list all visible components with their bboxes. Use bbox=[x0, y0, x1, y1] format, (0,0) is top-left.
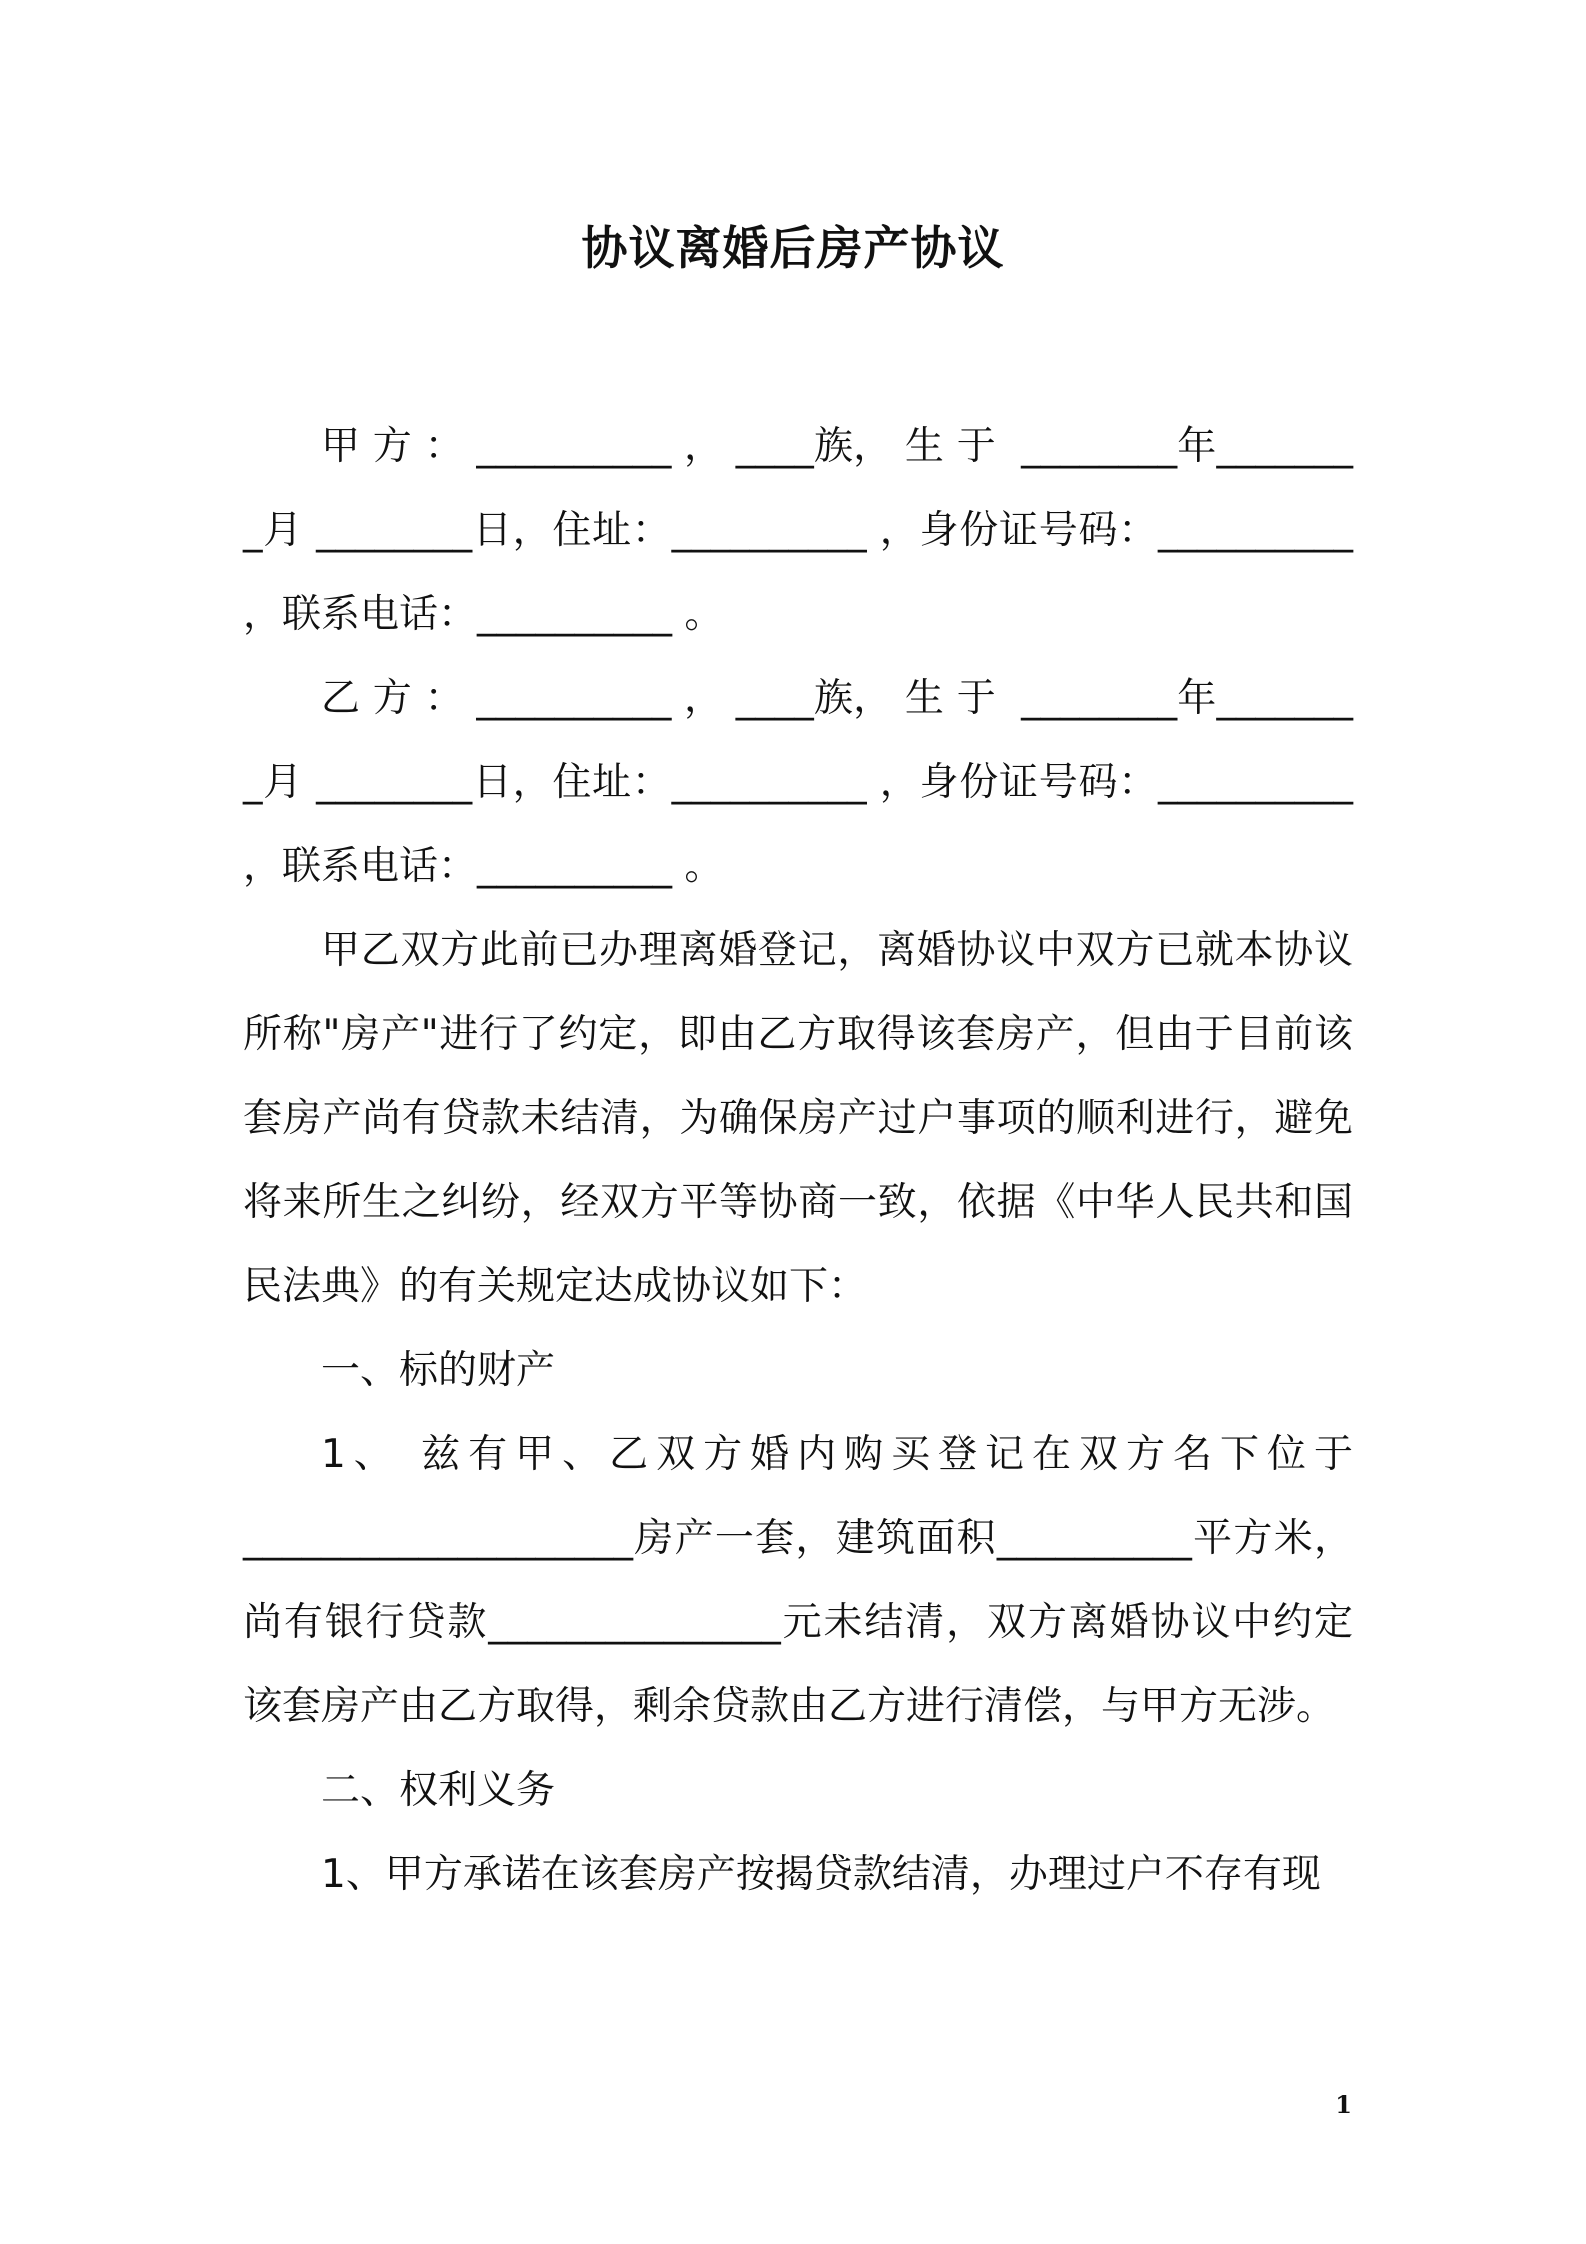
party-a-info: 甲 方 ： __________ ， ____族， 生 于 ________年________月 ________日，住址：__________ ，身份证号码：__________ ，联系电话：__________ 。 bbox=[243, 424, 1366, 637]
section-1-item-1: 1、 兹有甲、乙双方婚内购买登记在双方名下位于____________________房产一套，建筑面积__________平方米，尚有银行贷款_______________元未结清，双方离婚协议中约定该套房产由乙方取得，剩余贷款由乙方进行清偿，与甲方无涉。 bbox=[243, 1432, 1353, 1729]
section-2-item-1: 1、甲方承诺在该套房产按揭贷款结清，办理过户不存有现 bbox=[321, 1852, 1321, 1897]
document-title: 协议离婚后房产协议 bbox=[581, 221, 1005, 275]
intro-paragraph: 甲乙双方此前已办理离婚登记，离婚协议中双方已就本协议所称"房产"进行了约定，即由乙方取得该套房产，但由于目前该套房产尚有贷款未结清，为确保房产过户事项的顺利进行，避免将来所生之纠纷，经双方平等协商一致，依据《中华人民共和国民法典》的有关规定达成协议如下： bbox=[243, 928, 1353, 1309]
document-body bbox=[243, 405, 1366, 1917]
party-b-info: 乙 方 ： __________ ， ____族， 生 于 ________年________月 ________日，住址：__________ ，身份证号码：__________ ，联系电话：__________ 。 bbox=[243, 676, 1366, 889]
section-1-heading: 一、标的财产 bbox=[321, 1348, 556, 1393]
section-2-heading: 二、权利义务 bbox=[321, 1768, 556, 1813]
page-number: 1 bbox=[1335, 2090, 1352, 2119]
